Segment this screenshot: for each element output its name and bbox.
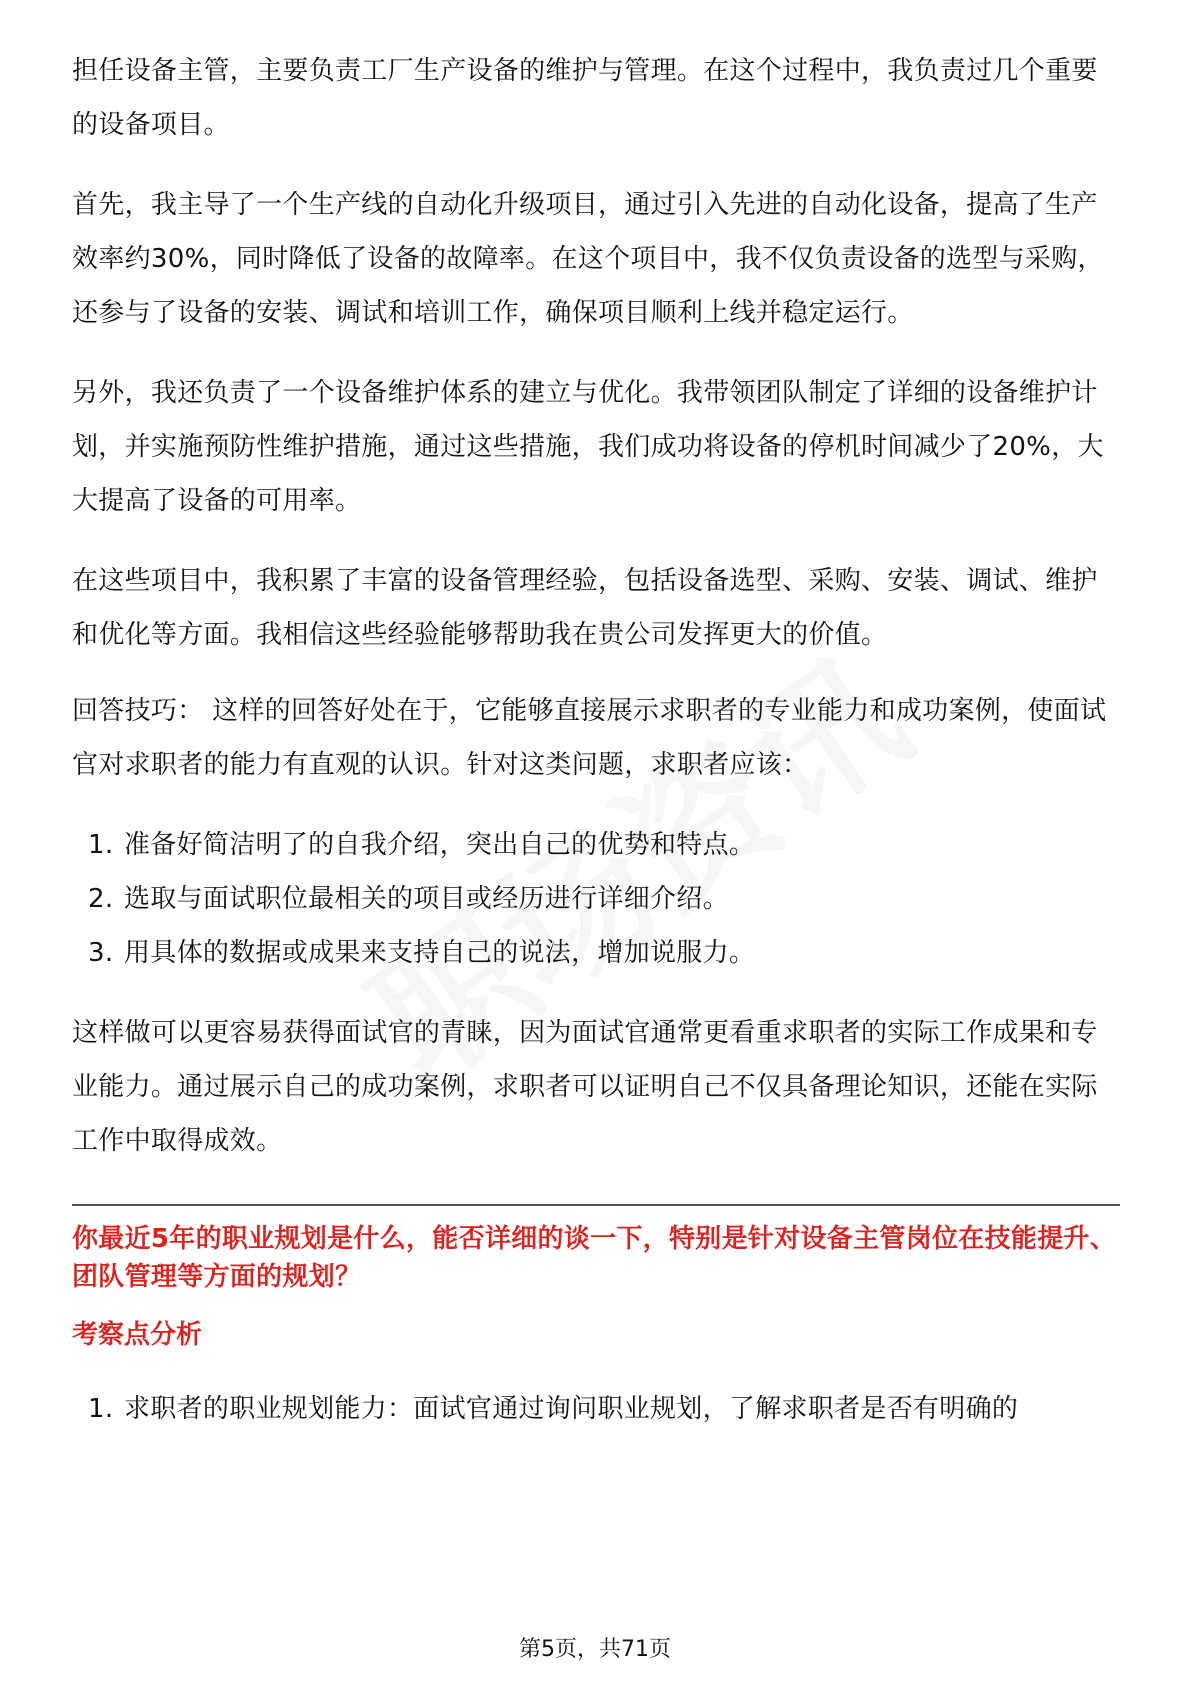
list-text: 用具体的数据或成果来支持自己的说法，增加说服力。 (124, 938, 756, 968)
list-text: 选取与面试职位最相关的项目或经历进行详细介绍。 (124, 884, 729, 914)
paragraph-answer-tips: 回答技巧： 这样的回答好处在于，它能够直接展示求职者的专业能力和成功案例，使面试官对求职者的能力有直观的认识。针对这类问题，求职者应该： (72, 696, 1107, 780)
analysis-title: 考察点分析 (72, 1320, 203, 1350)
paragraph-conclusion: 这样做可以更容易获得面试官的青睐，因为面试官通常更看重求职者的实际工作成果和专业能力。通过展示自己的成功案例，求职者可以证明自己不仅具备理论知识，还能在实际工作中取得成效。 (72, 1018, 1098, 1156)
list-number: 1. (88, 1394, 114, 1424)
list-number: 1. (88, 830, 114, 860)
list-number: 3. (88, 938, 114, 968)
section-divider (72, 1204, 1120, 1206)
list-item (72, 818, 1120, 872)
page-content (72, 44, 1120, 1462)
list-text: 准备好简洁明了的自我介绍，突出自己的优势和特点。 (124, 830, 756, 860)
list-text: 求职者的职业规划能力：面试官通过询问职业规划，了解求职者是否有明确的 (124, 1394, 1019, 1424)
paragraph-experience: 在这些项目中，我积累了丰富的设备管理经验，包括设备选型、采购、安装、调试、维护和优化等方面。我相信这些经验能够帮助我在贵公司发挥更大的价值。 (72, 566, 1098, 650)
tips-list (72, 818, 1120, 980)
list-number: 2. (88, 884, 114, 914)
paragraph-intro: 担任设备主管，主要负责工厂生产设备的维护与管理。在这个过程中，我负责过几个重要的设备项目。 (72, 56, 1098, 140)
paragraph-maintenance-system: 另外，我还负责了一个设备维护体系的建立与优化。我带领团队制定了详细的设备维护计划，并实施预防性维护措施，通过这些措施，我们成功将设备的停机时间减少了20%，大大提高了设备的可用率。 (72, 378, 1104, 516)
list-item (72, 1382, 1120, 1436)
list-item (72, 872, 1120, 926)
paragraph-automation-project: 首先，我主导了一个生产线的自动化升级项目，通过引入先进的自动化设备，提高了生产效率约30%，同时降低了设备的故障率。在这个项目中，我不仅负责设备的选型与采购，还参与了设备的安装、调试和培训工作，确保项目顺利上线并稳定运行。 (72, 190, 1104, 328)
analysis-list (72, 1382, 1120, 1436)
next-question: 你最近5年的职业规划是什么，能否详细的谈一下，特别是针对设备主管岗位在技能提升、团队管理等方面的规划？ (72, 1224, 1117, 1292)
list-item (72, 926, 1120, 980)
page-footer: 第5页，共71页 (519, 1637, 671, 1662)
